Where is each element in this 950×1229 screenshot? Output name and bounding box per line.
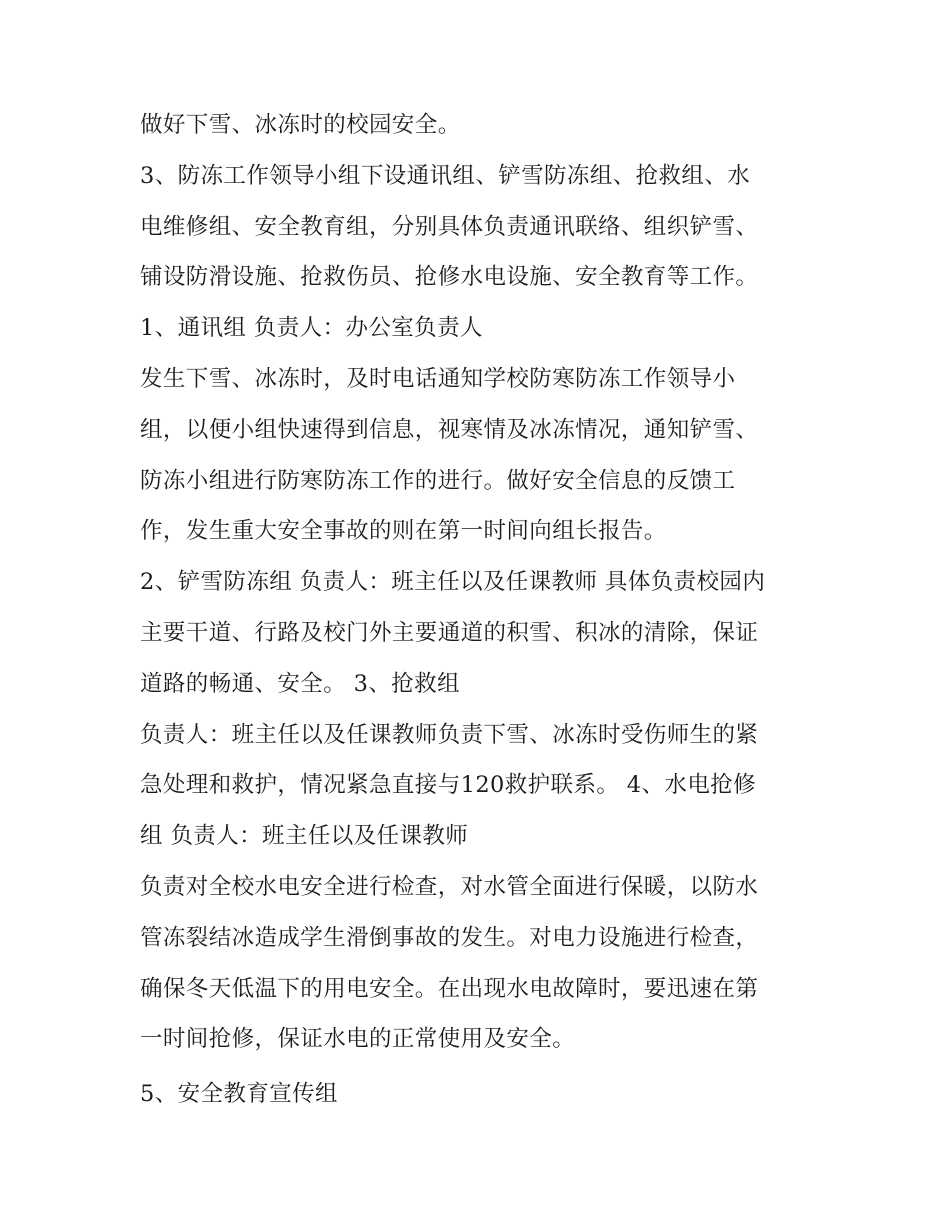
paragraph-section-3-groups: [140, 151, 820, 303]
text-line: 2、铲雪防冻组 负责人：班主任以及任课教师 具体负责校园内: [140, 569, 766, 596]
text-line: 铺设防滑设施、抢救伤员、抢修水电设施、安全教育等工作。: [140, 264, 759, 291]
paragraph-snow-removal-group: [140, 557, 820, 709]
text-line: 电维修组、安全教育组，分别具体负责通讯联络、组织铲雪、: [140, 213, 759, 240]
text-line: 3、防冻工作领导小组下设通讯组、铲雪防冻组、抢救组、水: [140, 162, 751, 189]
text-line: 一时间抢修，保证水电的正常使用及安全。: [140, 1026, 576, 1053]
paragraph-campus-safety: [140, 100, 820, 151]
text-line: 5、安全教育宣传组: [140, 1081, 338, 1108]
text-line: 发生下雪、冰冻时，及时电话通知学校防寒防冻工作领导小: [140, 365, 736, 392]
text-line: 负责人：班主任以及任课教师负责下雪、冰冻时受伤师生的紧: [140, 721, 759, 748]
text-line: 确保冬天低温下的用电安全。在出现水电故障时，要迅速在第: [140, 975, 759, 1002]
text-line: 急处理和救护，情况紧急直接与120救护联系。 4、水电抢修: [140, 772, 757, 799]
text-line: 主要干道、行路及校门外主要通道的积雪、积冰的清除，保证: [140, 619, 759, 646]
text-line: 1、通讯组 负责人：办公室负责人: [140, 315, 483, 342]
text-line: 作，发生重大安全事故的则在第一时间向组长报告。: [140, 518, 667, 545]
text-line: 做好下雪、冰冻时的校园安全。: [140, 112, 461, 138]
paragraph-communication-group: [140, 303, 820, 354]
text-line: 管冻裂结冰造成学生滑倒事故的发生。对电力设施进行检查，: [140, 924, 759, 951]
paragraph-utility-repair-duties: [140, 862, 820, 1065]
paragraph-rescue-group: [140, 710, 820, 862]
document-body: [140, 100, 820, 1120]
text-line: 道路的畅通、安全。 3、抢救组: [140, 670, 460, 697]
text-line: 组 负责人：班主任以及任课教师: [140, 823, 469, 850]
text-line: 防冻小组进行防寒防冻工作的进行。做好安全信息的反馈工: [140, 467, 736, 494]
paragraph-communication-duties: [140, 354, 820, 557]
paragraph-safety-education-group: [140, 1069, 820, 1120]
text-line: 负责对全校水电安全进行检查，对水管全面进行保暖，以防水: [140, 873, 759, 900]
text-line: 组，以便小组快速得到信息，视寒情及冰冻情况，通知铲雪、: [140, 416, 759, 443]
